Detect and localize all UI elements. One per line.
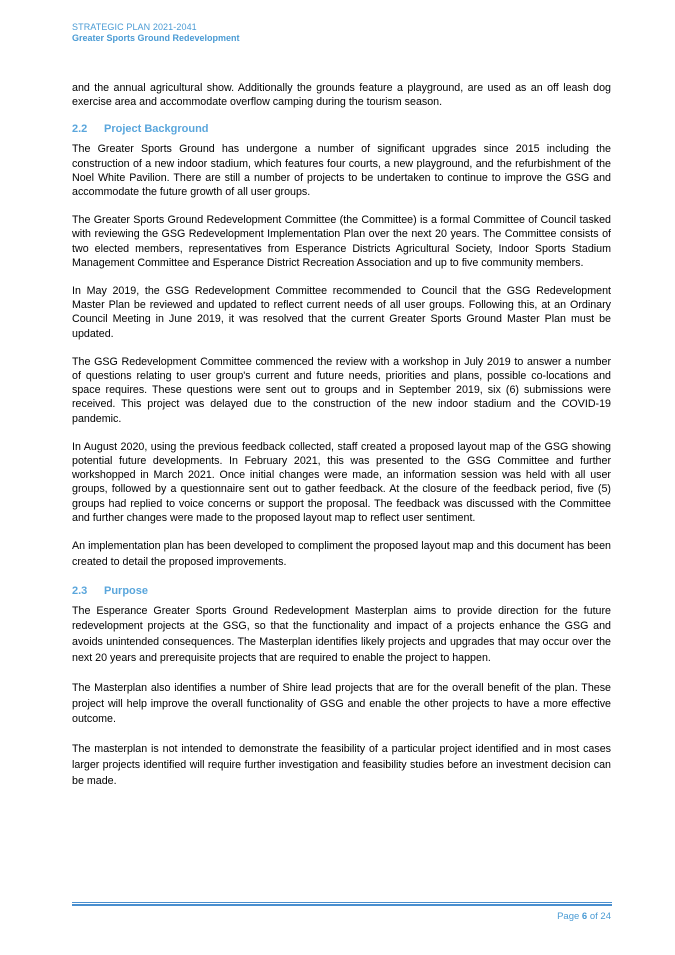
document-body: [72, 81, 611, 804]
footer-divider: [72, 902, 612, 906]
page-header: [72, 22, 240, 43]
intro-paragraph: and the annual agricultural show. Additionally the grounds feature a playground, are used as an off leash dog exercise area and accommodate overflow camping during the tourism season.: [72, 82, 611, 109]
paragraph: The Esperance Greater Sports Ground Redevelopment Masterplan aims to provide direction for the future redevelopment projects at the GSG, so that the functionality and impact of a projects enhance the GSG and avoids unintended consequences. The Masterplan identifies likely projects and upgrades that may occur over the next 20 years and prerequisite projects that are required to enable the project to happen.: [72, 604, 611, 665]
plan-title: STRATEGIC PLAN 2021-2041: [72, 22, 197, 32]
section-heading-project-background: [72, 123, 611, 135]
paragraph: In May 2019, the GSG Redevelopment Committee recommended to Council that the GSG Redevelopment Master Plan be reviewed and updated to reflect current needs of all user groups. Following this, at an Ordinary Council Meeting in June 2019, it was resolved that the current Greater Sports Ground Master Plan must be updated.: [72, 285, 611, 340]
paragraph: The Masterplan also identifies a number of Shire lead projects that are for the overall benefit of the plan. These project will help improve the overall functionality of GSG and enable the other projects to have a more effective outcome.: [72, 681, 611, 726]
paragraph: The Greater Sports Ground has undergone a number of significant upgrades since 2015 including the construction of a new indoor stadium, which features four courts, a new playground, and the refurbishment of the Noel White Pavilion. There are still a number of projects to be undertaken to continue to improve the GSG and accommodate the future growth of all user groups.: [72, 143, 611, 199]
page-prefix: Page: [557, 911, 580, 922]
section-title: Project Background: [104, 123, 209, 136]
paragraph: The Greater Sports Ground Redevelopment Committee (the Committee) is a formal Committee of Council tasked with reviewing the GSG Redevelopment Implementation Plan over the next 20 years. The Committee consists of two elected members, representatives from Esperance Districts Agricultural Society, Indoor Sports Stadium Management Committee and Esperance District Recreation Association and up to five community members.: [72, 214, 611, 269]
page-total: 24: [600, 911, 611, 922]
section-heading-purpose: [72, 585, 611, 597]
paragraph: In August 2020, using the previous feedback collected, staff created a proposed layout map of the GSG showing potential future developments. In February 2021, this was presented to the GSG Committee and further workshopped in March 2021. Once initial changes were made, an information session was held with all user groups, followed by a questionnaire sent out to gather feedback. At the closure of the feedback period, five (5) groups had replied to voice concerns or support the proposal. The feedback was discussed with the Committee and further changes were made to the proposed layout map to reflect user sentiment.: [72, 440, 611, 524]
page-of: of: [589, 911, 598, 922]
paragraph: An implementation plan has been developed to compliment the proposed layout map and this document has been created to detail the proposed improvements.: [72, 540, 611, 568]
page-number: [557, 911, 611, 922]
page-current: 6: [581, 911, 588, 922]
paragraph: The masterplan is not intended to demonstrate the feasibility of a particular project identified and in most cases larger projects identified will require further investigation and feasibility studies before an investment decision can be made.: [72, 743, 611, 787]
section-title: Purpose: [104, 584, 149, 597]
paragraph: The GSG Redevelopment Committee commenced the review with a workshop in July 2019 to answer a number of questions relating to user group's current and future needs, priorities and plans, possible co-locations and space requires. These questions were sent out to groups and in September 2019, six (6) submissions were received. This project was delayed due to the construction of the new indoor stadium and the COVID-19 pandemic.: [72, 355, 611, 425]
section-number: 2.2: [72, 123, 88, 136]
document-title: Greater Sports Ground Redevelopment: [72, 33, 240, 43]
section-number: 2.3: [72, 584, 88, 597]
